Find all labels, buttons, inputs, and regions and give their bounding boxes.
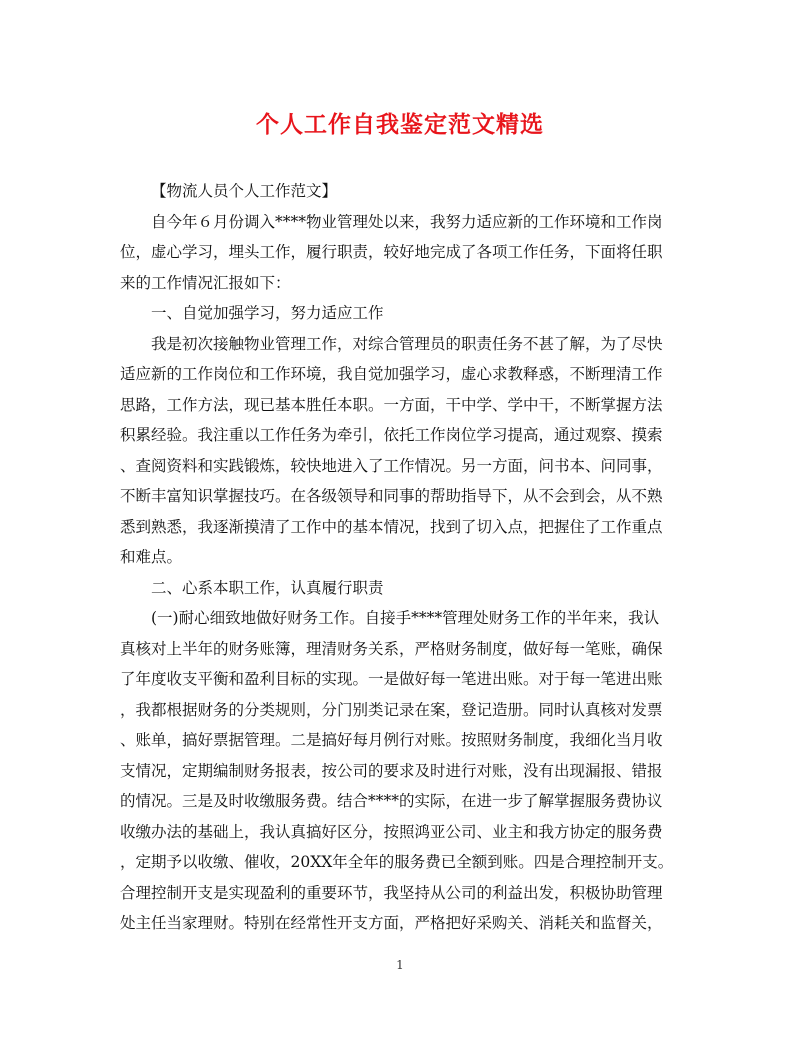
paragraph-line: (一)耐心细致地做好财务工作。自接手****管理处财务工作的半年来，我认 [151,609,660,627]
paragraph-line: 合理控制开支是实现盈利的重要环节，我坚持从公司的利益出发，积极协助管理 [120,883,663,902]
paragraph-line: 收缴办法的基础上，我认真搞好区分，按照鸿亚公司、业主和我方协定的服务费 [120,822,663,841]
paragraph-line: 了年度收支平衡和盈利目标的实现。一是做好每一笔进出账。对于每一笔进出账 [120,670,663,688]
paragraph-line: 积累经验。我注重以工作任务为牵引，依托工作岗位学习提高，通过观察、摸索 [120,426,663,444]
paragraph-line: 我是初次接触物业管理工作，对综合管理员的职责任务不甚了解，为了尽快 [151,334,663,353]
paragraph-line: 适应新的工作岗位和工作环境，我自觉加强学习，虚心求教释惑，不断理清工作 [120,365,663,383]
paragraph-line: 不断丰富知识掌握技巧。在各级领导和同事的帮助指导下，从不会到会，从不熟 [120,487,663,505]
section-heading: 二、心系本职工作，认真履行职责 [151,578,384,597]
paragraph-line: 真核对上半年的财务账簿，理清财务关系，严格财务制度，做好每一笔账，确保 [120,639,663,658]
paragraph-line: 支情况，定期编制财务报表，按公司的要求及时进行对账，没有出现漏报、错报 [120,761,663,780]
paragraph-line: ，我都根据财务的分类规则，分门别类记录在案，登记造册。同时认真核对发票 [120,700,663,719]
paragraph-line: 的情况。三是及时收缴服务费。结合****的实际，在进一步了解掌握服务费协议 [120,792,663,810]
document-title: 个人工作自我鉴定范文精选 [256,111,544,138]
paragraph-line: 位，虚心学习，埋头工作，履行职责，较好地完成了各项工作任务，下面将任职 [120,243,663,261]
paragraph-line: 自今年６月份调入****物业管理处以来，我努力适应新的工作环境和工作岗 [151,212,663,231]
paragraph-line: 、账单，搞好票据管理。二是搞好每月例行对账。按照财务制度，我细化当月收 [120,731,663,749]
paragraph-line: 悉到熟悉，我逐渐摸清了工作中的基本情况，找到了切入点，把握住了工作重点 [120,517,663,536]
paragraph-line: ，定期予以收缴、催收，20XX年全年的服务费已全额到账。四是合理控制开支。 [120,853,674,871]
paragraph-line: 思路，工作方法，现已基本胜任本职。一方面，干中学、学中干，不断掌握方法 [120,395,663,414]
paragraph-line: 和难点。 [120,548,183,566]
page-number: 1 [396,958,404,972]
section-heading: 【物流人员个人工作范文】 [151,182,338,200]
paragraph-line: 处主任当家理财。特别在经常性开支方面，严格把好采购关、消耗关和监督关， [120,914,663,932]
paragraph-line: 来的工作情况汇报如下： [120,273,291,292]
paragraph-line: 、查阅资料和实践锻炼，较快地进入了工作情况。另一方面，问书本、问同事， [120,456,663,475]
document-body [120,176,688,939]
section-heading: 一、自觉加强学习，努力适应工作 [151,304,384,322]
